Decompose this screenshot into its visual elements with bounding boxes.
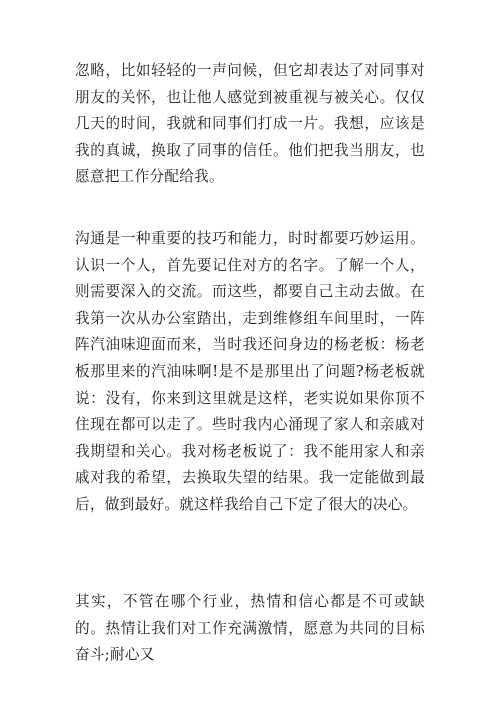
- paragraph-1: 忽略，比如轻轻的一声问候，但它却表达了对同事对朋友的关怀，也让他人感觉到被重视与被关心。仅仅几天的时间，我就和同事们打成一片。我想，应该是我的真诚，换取了同事的信任。他们把我当朋友，也愿意把工作分配给我。: [75, 62, 425, 186]
- paragraph-2: 沟通是一种重要的技巧和能力，时时都要巧妙运用。认识一个人，首先要记住对方的名字。了解一个人，则需要深入的交流。而这些，都要自己主动去做。在我第一次从办公室踏出，走到维修组车间里时，一阵阵汽油味迎面而来，当时我还问身边的杨老板：杨老板那里来的汽油味啊!是不是那里出了问题?杨老板就说：没有，你来到这里就是这样，老实说如果你顶不住现在都可以走了。些时我内心涌现了家人和亲戚对我期望和关心。我对杨老板说了：我不能用家人和亲戚对我的希望，去换取失望的结果。我一定能做到最后，做到最好。就这样我给自己下定了很大的决心。: [75, 230, 425, 513]
- paragraph-3: 其实，不管在哪个行业，热情和信心都是不可或缺的。热情让我们对工作充满激情，愿意为共同的目标奋斗;耐心又: [75, 593, 425, 664]
